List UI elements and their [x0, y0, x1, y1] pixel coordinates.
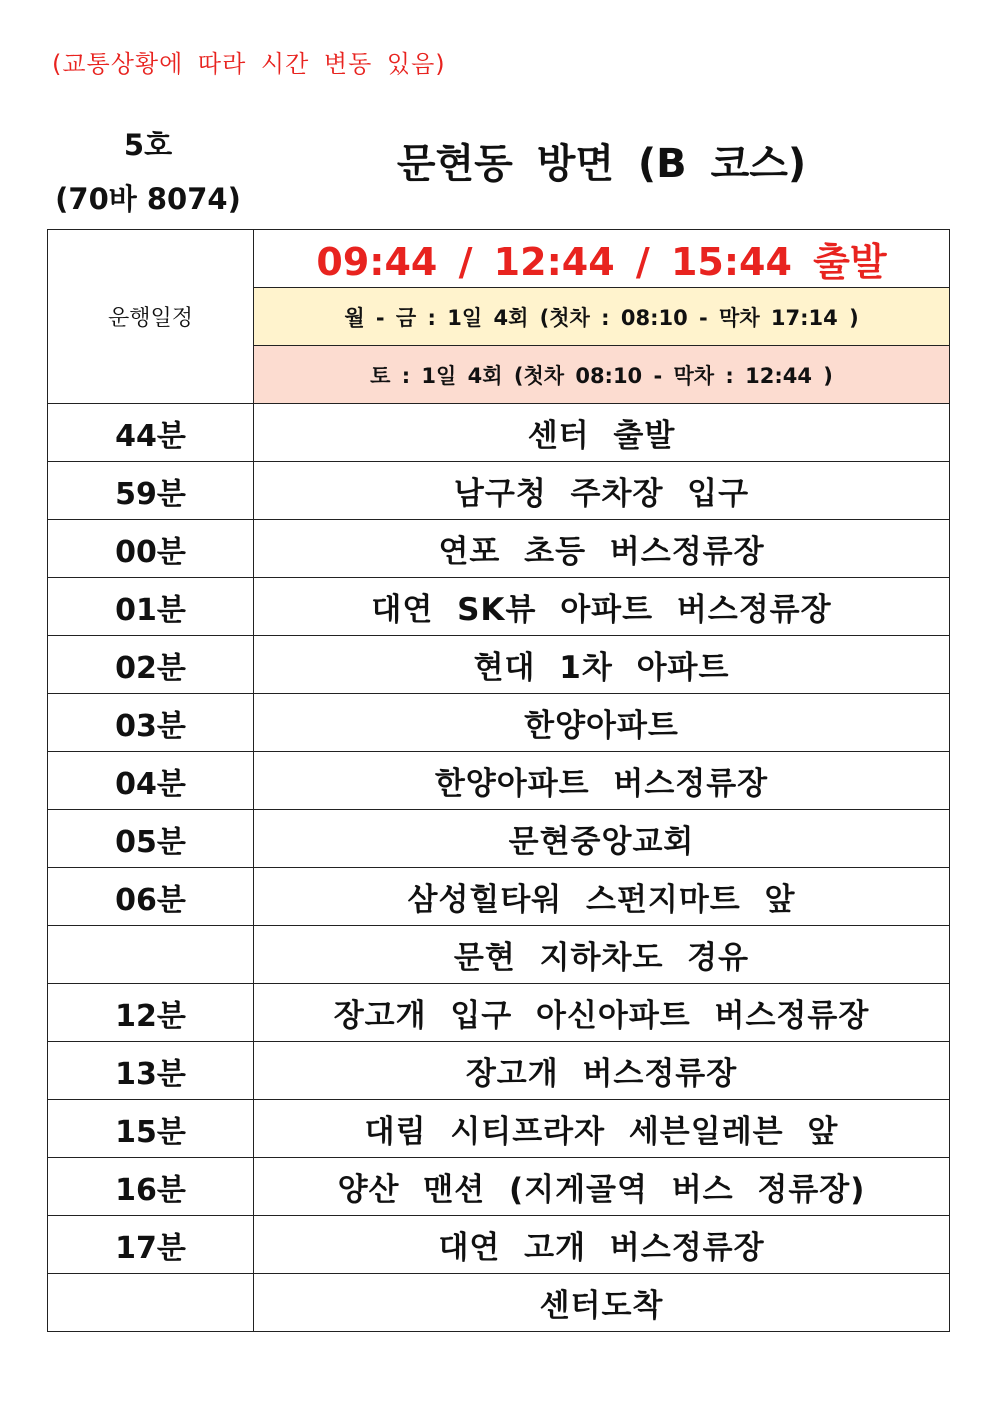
stop-row	[48, 404, 950, 462]
stop-row	[48, 636, 950, 694]
stop-name: 대연 SK뷰 아파트 버스정류장	[254, 578, 950, 636]
stop-name: 센터도착	[254, 1274, 950, 1332]
stop-time: 01분	[48, 578, 254, 636]
bus-plate: (70바 8074)	[55, 182, 241, 216]
schedule-label: 운행일정	[48, 230, 254, 404]
bus-number: 5호	[123, 128, 173, 162]
stop-name: 센터 출발	[254, 404, 950, 462]
bus-info	[48, 118, 248, 226]
stop-time: 59분	[48, 462, 254, 520]
stop-name: 한양아파트 버스정류장	[254, 752, 950, 810]
stop-time: 17분	[48, 1216, 254, 1274]
stop-row	[48, 810, 950, 868]
stop-name: 남구청 주차장 입구	[254, 462, 950, 520]
stop-name: 한양아파트	[254, 694, 950, 752]
stop-row	[48, 926, 950, 984]
stop-time: 12분	[48, 984, 254, 1042]
stop-name: 양산 맨션 (지게골역 버스 정류장)	[254, 1158, 950, 1216]
stop-time: 13분	[48, 1042, 254, 1100]
saturday-schedule: 토 : 1일 4회 (첫차 08:10 - 막차 : 12:44 )	[254, 346, 950, 404]
stop-name: 문현중앙교회	[254, 810, 950, 868]
stop-row	[48, 1042, 950, 1100]
stop-name: 장고개 입구 아신아파트 버스정류장	[254, 984, 950, 1042]
schedule-table	[47, 229, 950, 1332]
stop-time: 04분	[48, 752, 254, 810]
stop-row	[48, 462, 950, 520]
stop-row	[48, 868, 950, 926]
stop-time: 06분	[48, 868, 254, 926]
stop-time	[48, 926, 254, 984]
route-title: 문현동 방면 (B 코스)	[396, 141, 807, 187]
stop-row	[48, 752, 950, 810]
stop-time: 02분	[48, 636, 254, 694]
stop-row	[48, 1216, 950, 1274]
stop-time: 03분	[48, 694, 254, 752]
stop-name: 대림 시티프라자 세븐일레븐 앞	[254, 1100, 950, 1158]
stop-time: 44분	[48, 404, 254, 462]
weekday-schedule: 월 - 금 : 1일 4회 (첫차 : 08:10 - 막차 17:14 )	[254, 288, 950, 346]
stop-time	[48, 1274, 254, 1332]
stop-time: 15분	[48, 1100, 254, 1158]
stop-name: 장고개 버스정류장	[254, 1042, 950, 1100]
departure-row	[48, 230, 950, 288]
traffic-notice: (교통상황에 따라 시간 변동 있음)	[52, 50, 446, 78]
stop-name: 문현 지하차도 경유	[254, 926, 950, 984]
departure-times: 09:44 / 12:44 / 15:44 출발	[254, 230, 950, 288]
stop-row	[48, 984, 950, 1042]
stop-row	[48, 1158, 950, 1216]
stop-name: 대연 고개 버스정류장	[254, 1216, 950, 1274]
stop-name: 현대 1차 아파트	[254, 636, 950, 694]
stop-name: 삼성힐타워 스펀지마트 앞	[254, 868, 950, 926]
stop-row	[48, 578, 950, 636]
stop-row	[48, 520, 950, 578]
stop-time: 05분	[48, 810, 254, 868]
stop-row	[48, 1274, 950, 1332]
stop-name: 연포 초등 버스정류장	[254, 520, 950, 578]
schedule-body	[48, 230, 950, 1332]
stop-time: 00분	[48, 520, 254, 578]
stop-time: 16분	[48, 1158, 254, 1216]
stop-row	[48, 1100, 950, 1158]
stop-row	[48, 694, 950, 752]
